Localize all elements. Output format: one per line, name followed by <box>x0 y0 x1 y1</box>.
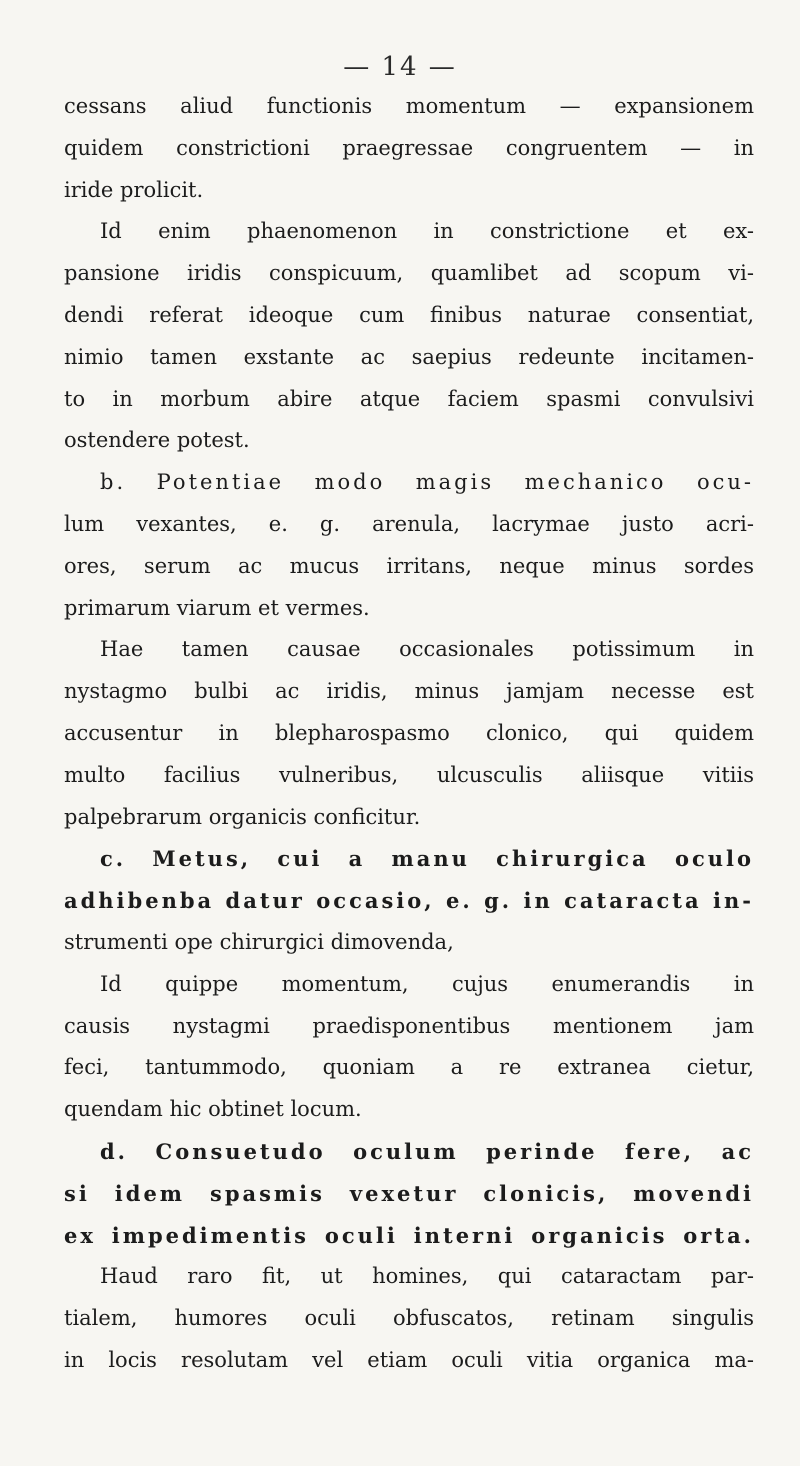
text-line: feci, tantummodo, quoniam a re extranea cietur, <box>64 1055 754 1080</box>
text-line: si idem spasmis vexetur clonicis, movendi <box>64 1180 754 1206</box>
text-line: multo facilius vulneribus, ulcusculis aliisque vitiis <box>64 762 754 787</box>
text-line: Haud raro fit, ut homines, qui cataractam par- <box>100 1264 754 1289</box>
text-line: cessans aliud functionis momentum — expansionem <box>64 94 754 118</box>
text-line: c. Metus, cui a manu chirurgica oculo <box>100 846 754 872</box>
text-line: in locis resolutam vel etiam oculi vitia organica ma- <box>64 1347 754 1372</box>
page-number: — 14 — <box>343 52 457 82</box>
text-line: pansione iridis conspicuum, quamlibet ad scopum vi- <box>64 261 754 286</box>
text-line: causis nystagmi praedisponentibus mentionem jam <box>64 1013 754 1038</box>
text-line: Id quippe momentum, cujus enumerandis in <box>100 971 754 996</box>
text-line: d. Consuetudo oculum perinde fere, ac <box>100 1138 754 1164</box>
text-line: strumenti ope chirurgici dimovenda, <box>64 929 454 954</box>
body-text <box>64 86 754 1382</box>
text-line: b. Potentiae modo magis mechanico ocu- <box>100 470 754 495</box>
text-line: Hae tamen causae occasionales potissimum in <box>100 637 754 662</box>
text-line: ex impedimentis oculi interni organicis orta. <box>64 1222 754 1248</box>
text-line: tialem, humores oculi obfuscatos, retinam singulis <box>64 1306 754 1331</box>
text-line: adhibenba datur occasio, e. g. in cataracta in- <box>64 888 754 914</box>
text-line: nimio tamen exstante ac saepius redeunte incitamen- <box>64 344 754 369</box>
text-line: to in morbum abire atque faciem spasmi convulsivi <box>64 386 754 411</box>
text-line: palpebrarum organicis conficitur. <box>64 804 421 829</box>
text-line: dendi referat ideoque cum finibus naturae consentiat, <box>64 302 754 327</box>
text-line: Id enim phaenomenon in constrictione et ex- <box>100 219 754 244</box>
text-line: ostendere potest. <box>64 428 250 453</box>
text-line: quidem constrictioni praegressae congruentem — in <box>64 135 754 160</box>
text-line: accusentur in blepharospasmo clonico, qui quidem <box>64 720 754 745</box>
text-line: lum vexantes, e. g. arenula, lacrymae justo acri- <box>64 511 754 536</box>
text-line: nystagmo bulbi ac iridis, minus jamjam necesse est <box>64 679 754 704</box>
text-line: ores, serum ac mucus irritans, neque minus sordes <box>64 553 754 578</box>
text-line: quendam hic obtinet locum. <box>64 1097 362 1122</box>
text-line: primarum viarum et vermes. <box>64 595 370 620</box>
text-line: iride prolicit. <box>64 177 204 202</box>
